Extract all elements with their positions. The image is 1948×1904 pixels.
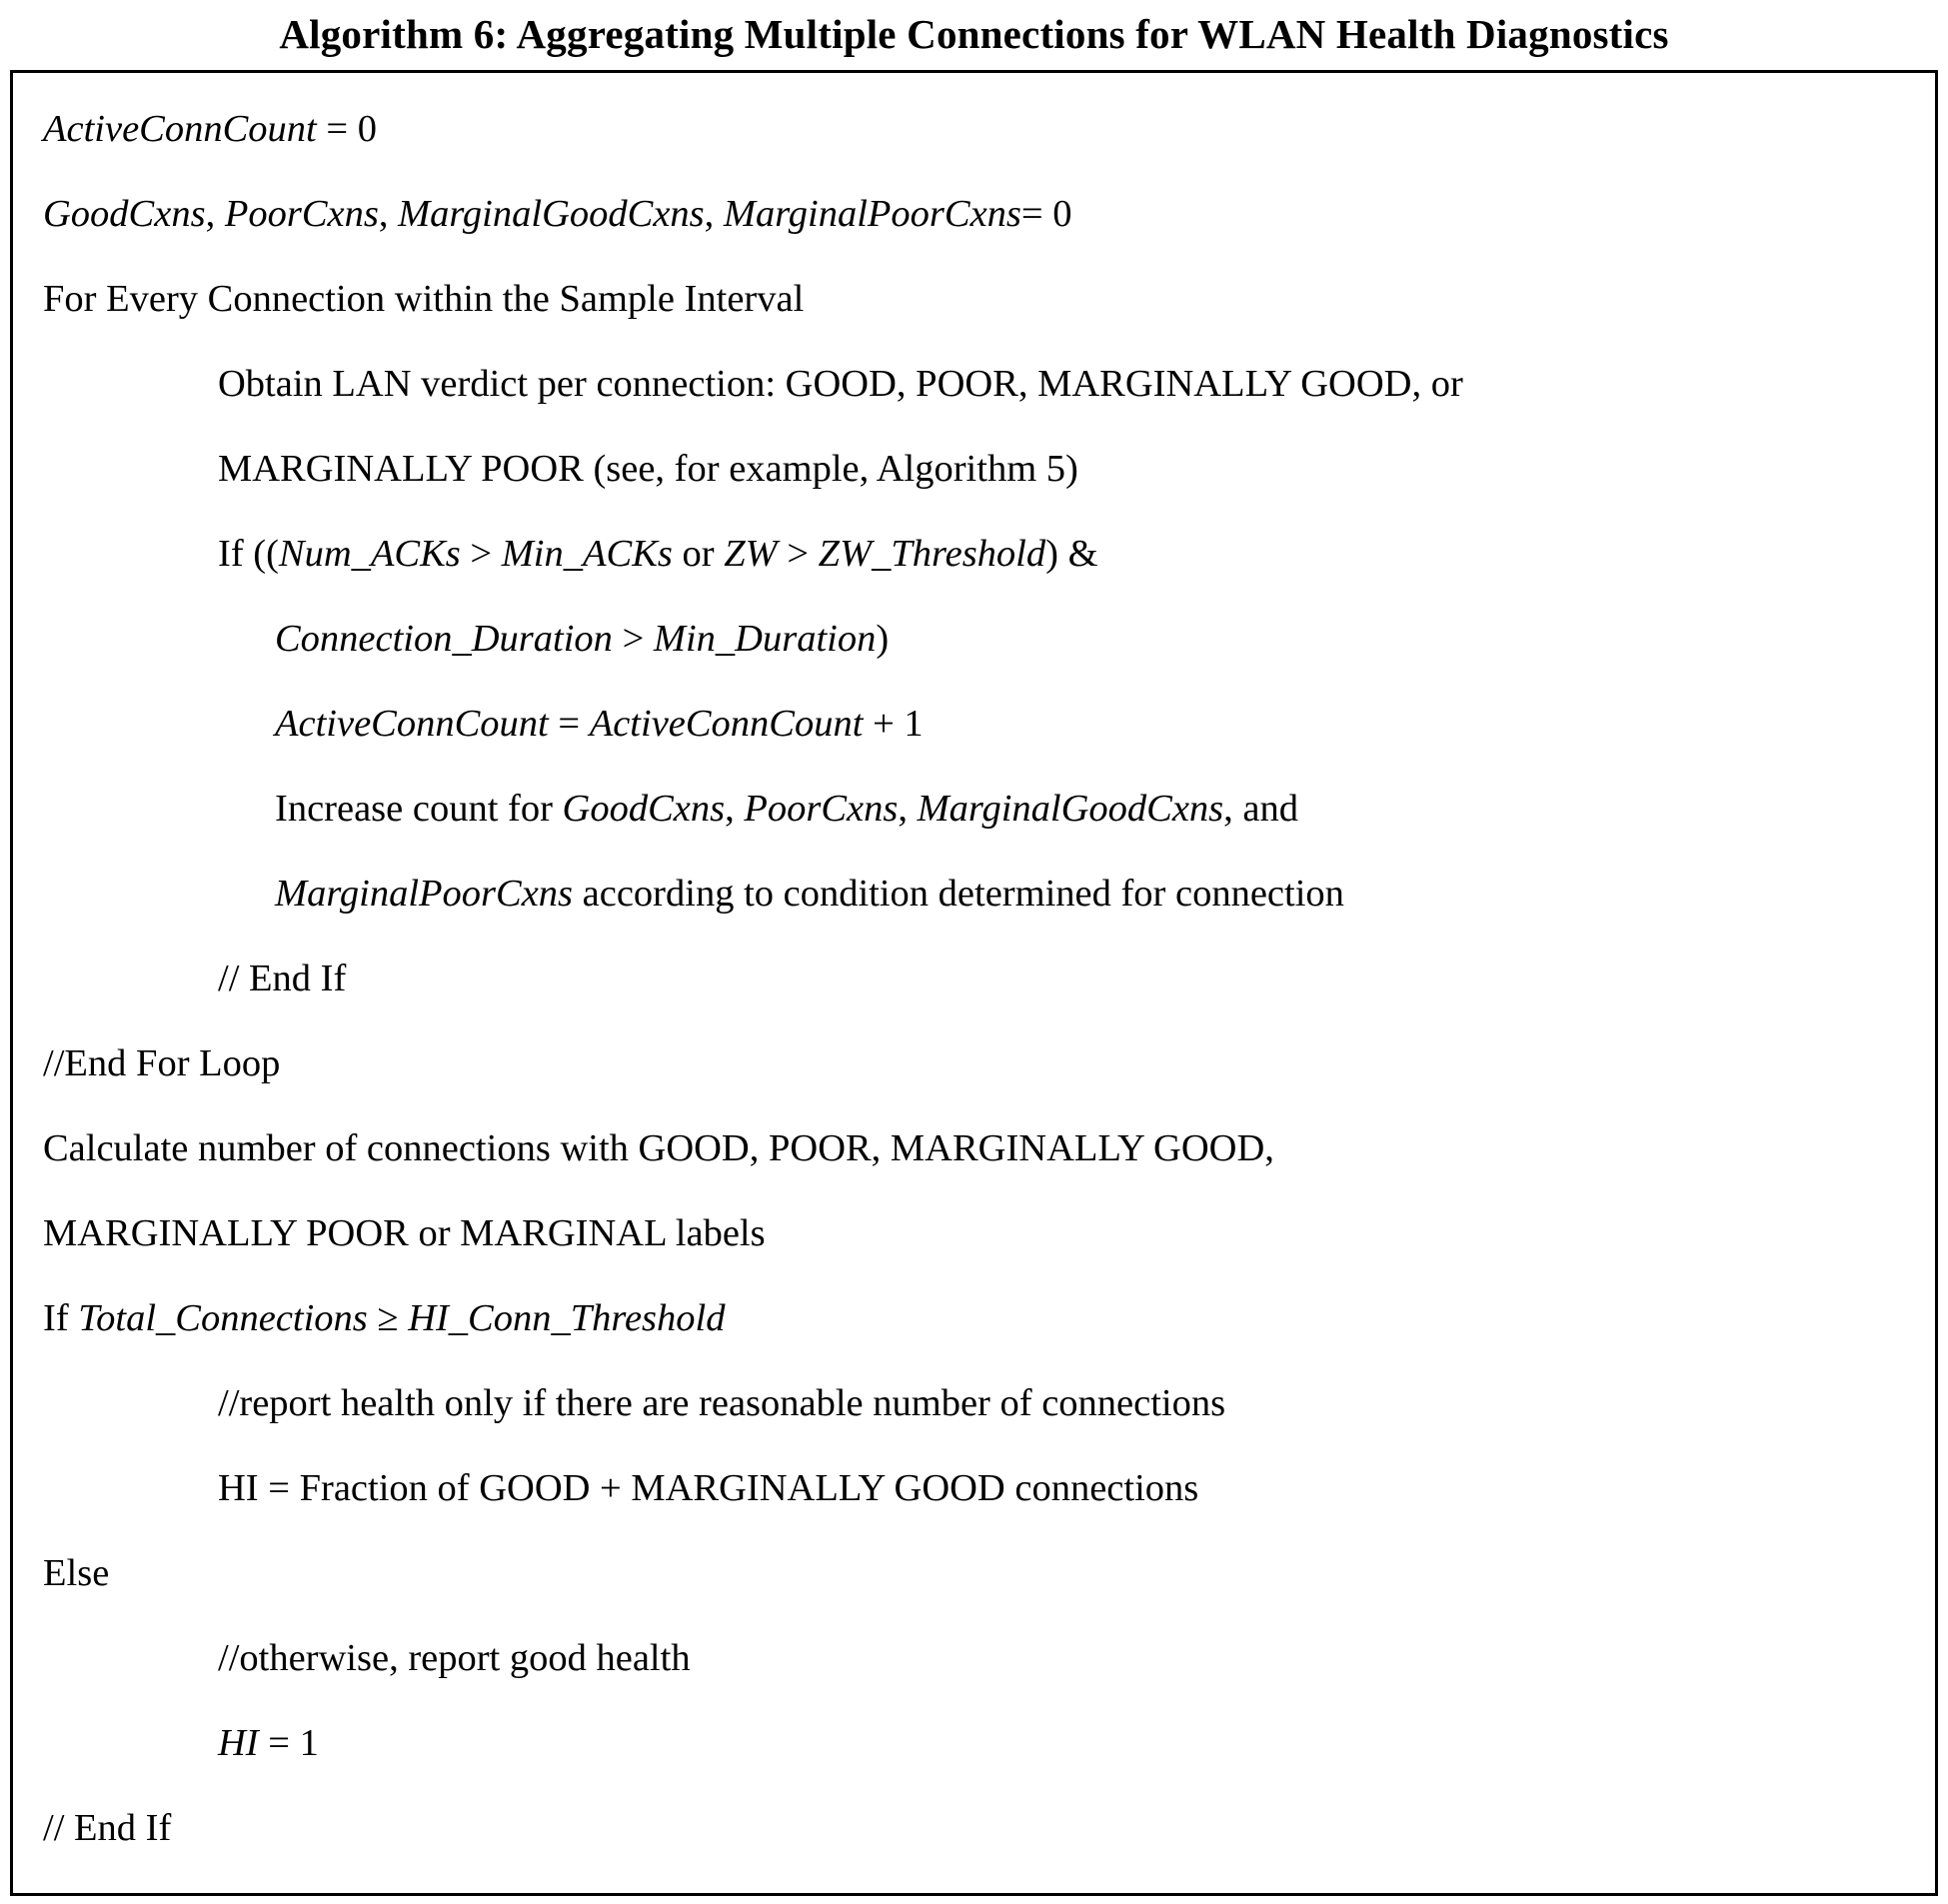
algorithm-title: Algorithm 6: Aggregating Multiple Connections for WLAN Health Diagnostics bbox=[279, 11, 1669, 57]
plain-text: ≥ bbox=[367, 1297, 409, 1339]
algorithm-line bbox=[43, 342, 1905, 427]
variable-text: ActiveConnCount bbox=[43, 108, 317, 150]
variable-text: PoorCxns bbox=[744, 788, 899, 830]
plain-text: > bbox=[460, 533, 502, 575]
algorithm-line bbox=[43, 172, 1905, 257]
variable-text: MarginalPoorCxns bbox=[723, 193, 1021, 235]
plain-text: HI = Fraction of GOOD + MARGINALLY GOOD connections bbox=[218, 1467, 1199, 1509]
algorithm-line bbox=[43, 1786, 1905, 1871]
variable-text: MarginalGoodCxns bbox=[398, 193, 705, 235]
variable-text: PoorCxns bbox=[224, 193, 379, 235]
algorithm-line bbox=[43, 427, 1905, 512]
plain-text: //otherwise, report good health bbox=[218, 1637, 691, 1679]
plain-text: , bbox=[725, 788, 745, 830]
plain-text: Calculate number of connections with GOOD, POOR, MARGINALLY GOOD, bbox=[43, 1127, 1274, 1169]
variable-text: GoodCxns bbox=[43, 193, 206, 235]
plain-text: For Every Connection within the Sample Interval bbox=[43, 278, 805, 320]
algorithm-line bbox=[43, 1021, 1905, 1106]
algorithm-line bbox=[43, 767, 1905, 852]
variable-text: MarginalPoorCxns bbox=[275, 873, 574, 915]
algorithm-line bbox=[43, 1106, 1905, 1191]
algorithm-line bbox=[43, 1616, 1905, 1701]
algorithm-line bbox=[43, 682, 1905, 767]
variable-text: ActiveConnCount bbox=[589, 703, 864, 745]
plain-text: + 1 bbox=[863, 703, 924, 745]
plain-text: ) & bbox=[1045, 533, 1098, 575]
plain-text: If (( bbox=[218, 533, 279, 575]
algorithm-line bbox=[43, 1446, 1905, 1531]
plain-text: , and bbox=[1223, 788, 1299, 830]
algorithm-line bbox=[43, 257, 1905, 342]
plain-text: If bbox=[43, 1297, 79, 1339]
variable-text: ZW_Threshold bbox=[818, 533, 1046, 575]
plain-text: , bbox=[378, 193, 399, 235]
plain-text: = 0 bbox=[316, 108, 377, 150]
plain-text: MARGINALLY POOR (see, for example, Algorithm 5) bbox=[218, 448, 1078, 490]
plain-text: Increase count for bbox=[275, 788, 563, 830]
plain-text: = bbox=[548, 703, 590, 745]
algorithm-line bbox=[43, 1531, 1905, 1616]
algorithm-line bbox=[43, 1361, 1905, 1446]
plain-text: , bbox=[898, 788, 918, 830]
plain-text: according to condition determined for connection bbox=[573, 873, 1344, 915]
plain-text: //End For Loop bbox=[43, 1042, 281, 1084]
variable-text: Total_Connections bbox=[78, 1297, 368, 1339]
plain-text: MARGINALLY POOR or MARGINAL labels bbox=[43, 1212, 766, 1254]
variable-text: Min_Duration bbox=[653, 618, 877, 660]
algorithm-line bbox=[43, 852, 1905, 937]
algorithm-line bbox=[43, 87, 1905, 172]
variable-text: ActiveConnCount bbox=[275, 703, 549, 745]
algorithm-line bbox=[43, 1191, 1905, 1276]
plain-text: = 0 bbox=[1020, 193, 1072, 235]
plain-text: Else bbox=[43, 1552, 110, 1594]
algorithm-line bbox=[43, 937, 1905, 1021]
variable-text: HI bbox=[218, 1722, 259, 1764]
plain-text: or bbox=[672, 533, 725, 575]
plain-text: // End If bbox=[218, 957, 347, 999]
algorithm-line bbox=[43, 1701, 1905, 1786]
variable-text: MarginalGoodCxns bbox=[917, 788, 1224, 830]
variable-text: GoodCxns bbox=[562, 788, 726, 830]
plain-text: ) bbox=[876, 618, 890, 660]
variable-text: HI_Conn_Threshold bbox=[408, 1297, 726, 1339]
variable-text: Min_ACKs bbox=[501, 533, 673, 575]
algorithm-line bbox=[43, 597, 1905, 682]
plain-text: // End If bbox=[43, 1807, 172, 1849]
plain-text: , bbox=[704, 193, 724, 235]
variable-text: Num_ACKs bbox=[278, 533, 461, 575]
plain-text: //report health only if there are reasonable number of connections bbox=[218, 1382, 1226, 1424]
plain-text: > bbox=[612, 618, 654, 660]
variable-text: ZW bbox=[724, 533, 778, 575]
algorithm-box bbox=[10, 70, 1938, 1896]
plain-text: Obtain LAN verdict per connection: GOOD, POOR, MARGINALLY GOOD, or bbox=[218, 363, 1463, 405]
variable-text: Connection_Duration bbox=[275, 618, 613, 660]
algorithm-line bbox=[43, 512, 1905, 597]
plain-text: > bbox=[777, 533, 819, 575]
algorithm-line bbox=[43, 1276, 1905, 1361]
plain-text: , bbox=[205, 193, 225, 235]
plain-text: = 1 bbox=[258, 1722, 319, 1764]
